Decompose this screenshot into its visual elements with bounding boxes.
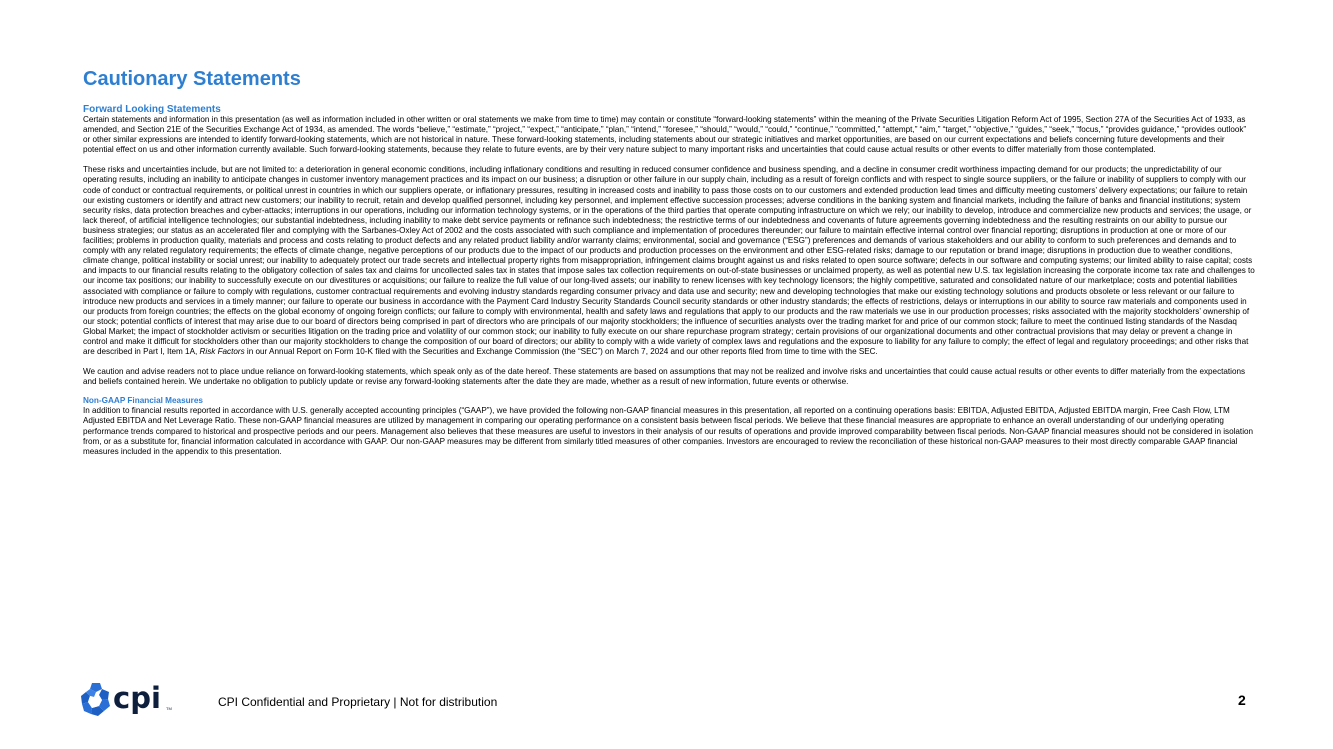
page-title: Cautionary Statements (83, 68, 301, 90)
spacer (83, 387, 1255, 396)
footer-confidential-text: CPI Confidential and Proprietary | Not for distribution (218, 695, 498, 709)
page-number: 2 (1238, 692, 1246, 708)
non-gaap-paragraph: In addition to financial results reported in accordance with U.S. generally accepted accounting principles (“GAAP”), we have provided the following non-GAAP financial measures in this presentation, all reported on a continuing operations basis: EBITDA, Adjusted EBITDA, Adjusted EBITDA margin, Free Cash Flow, LTM Adjusted EBITDA and Net Leverage Ratio. These non-GAAP financial measures are utilized by management in comparing our operating performance on a consistent basis between fiscal periods. We believe that these financial measures are appropriate to enhance an overall understanding of our underlying operating performance trends compared to historical and prospective periods and our peers. Management also believes that these measures are useful to investors in their analysis of our results of operations and provide improved comparability between fiscal periods. Non-GAAP financial measures should not be considered in isolation from, or as a substitute for, financial information calculated in accordance with GAAP. Our non-GAAP measures may be different from similarly titled measures of other companies. Investors are encouraged to review the reconciliation of these historical non-GAAP measures to their most directly comparable GAAP financial measures included in the appendix to this presentation. (83, 406, 1254, 456)
risks-text-after: in our Annual Report on Form 10-K filed with the Securities and Exchange Commission (the “SEC”) on March 7, 2024 and our other reports filed from time to time with the SEC. (244, 347, 878, 357)
risk-factors-italic: Risk Factors (199, 347, 245, 357)
logo-wordmark: cpi (113, 681, 161, 715)
cpi-logo-icon (80, 681, 178, 717)
forward-looking-heading: Forward Looking Statements (83, 104, 221, 115)
non-gaap-heading: Non-GAAP Financial Measures (83, 396, 203, 406)
spacer (83, 357, 1255, 367)
risks-text-before: These risks and uncertainties include, but are not limited to: a deterioration in general economic conditions, including inflationary conditions and resulting in reduced consumer confidence and business spending, and a decline in consumer credit worthiness impacting demand for our products; the unpredictability of our operating results, including an inability to anticipate changes in customer inventory management practices and its impact on our business; a disruption or other failure in our supply chain, including as a result of foreign conflicts and with respect to single source suppliers, or the failure or inability of suppliers to comply with our code of conduct or contractual requirements, or political unrest in countries in which our suppliers operate, or inflationary pressures, resulting in increased costs and inability to pass those costs on to our customers and extended production lead times and difficulty meeting customers’ delivery expectations; our failure to retain our existing customers or identify and attract new customers; our inability to recruit, retain and develop qualified personnel, including key personnel, and implement effective succession processes; adverse conditions in the banking system and financial markets, including the failure of banks and financial institutions; system security risks, data protection breaches and cyber-attacks; interruptions in our operations, including our information technology systems, or in the operations of the third parties that operate computing infrastructure on which we rely; our inability to develop, introduce and commercialize new products and services; the usage, or lack thereof, of artificial intelligence technologies; our substantial indebtedness, including inability to make debt service payments or refinance such indebtedness; the restrictive terms of our indebtedness and covenants of future agreements governing indebtedness and the resulting restraints on our ability to pursue our business strategies; our status as an accelerated filer and complying with the Sarbanes-Oxley Act of 2002 and the costs associated with such compliance and implementation of procedures thereunder; our failure to maintain effective internal control over financial reporting; disruptions in production at one or more of our facilities; problems in production quality, materials and process and costs relating to product defects and any related product liability and/or warranty claims; environmental, social and governance (“ESG”) preferences and demands of various stakeholders and our ability to conform to such preferences and demands and to comply with any related regulatory requirements; the effects of climate change, negative perceptions of our products due to the impact of our products and production processes on the environment and other ESG-related risks; damage to our reputation or brand image; disruptions in production due to weather conditions, climate change, political instability or social unrest; our inability to adequately protect our trade secrets and intellectual property rights from misappropriation, infringement claims brought against us and risks related to open source software; defects in our software and computing systems; our limited ability to raise capital; costs and impacts to our financial results relating to the obligatory collection of sales tax and claims for uncollected sales tax in states that impose sales tax collection requirements on out-of-state businesses or unclaimed property, as well as potential new U.S. tax legislation increasing the corporate income tax rate and challenges to our income tax positions; our inability to successfully execute on our divestitures or acquisitions; our failure to realize the full value of our long-lived assets; our inability to renew licenses with key technology licensors; the highly competitive, saturated and consolidated nature of our marketplace; costs and potential liabilities associated with compliance or failure to comply with regulations, customer contractual requirements and evolving industry standards regarding consumer privacy and data use and security; new and developing technologies that make our existing technology solutions and products obsolete or less relevant or our failure to introduce new products and services in a timely manner; our failure to operate our business in accordance with the Payment Card Industry Security Standards Council security standards or other industry standards; the effects of restrictions, delays or interruptions in our ability to source raw materials and components used in our products from foreign countries; the effects on the global economy of ongoing foreign conflicts; our failure to comply with environmental, health and safety laws and regulations that apply to our products and the raw materials we use in our production processes; risks associated with the majority stockholders’ ownership of our stock; potential conflicts of interest that may arise due to our board of directors being comprised in part of directors who are principals of our majority stockholders; the influence of securities analysts over the trading market for and price of our common stock; failure to meet the continued listing standards of the Nasdaq Global Market; the impact of stockholder activism or securities litigation on the trading price and volatility of our common stock; our inability to fully execute on our share repurchase program strategy; certain provisions of our organizational documents and other contractual provisions that may delay or prevent a change in control and make it difficult for stockholders other than our majority stockholders to change the composition of our board of directors; our ability to comply with a wide variety of complex laws and regulations and the exposure to liability for any failure to comply; the effect of legal and regulatory proceedings; and other risks that are described in Part I, Item 1A, (83, 165, 1255, 357)
spacer (83, 155, 1255, 165)
caution-paragraph: We caution and advise readers not to place undue reliance on forward-looking statements, which speak only as of the date hereof. These statements are based on assumptions that may not be realized and involve risks and uncertainties that could cause actual results or other events to differ materially from the expectations and beliefs contained herein. We undertake no obligation to publicly update or revise any forward-looking statements after the date they are made, whether as a result of new information, future events or otherwise. (83, 367, 1246, 387)
risks-paragraph (83, 165, 1255, 357)
content-body (83, 104, 1255, 457)
forward-looking-paragraph-1: Certain statements and information in this presentation (as well as information included in other written or oral statements we make from time to time) may contain or constitute “forward-looking statements” within the meaning of the Private Securities Litigation Reform Act of 1995, Section 27A of the Securities Act of 1933, as amended, and Section 21E of the Securities Exchange Act of 1934, as amended. The words “believe,” “estimate,” “project,” “expect,” “anticipate,” “plan,” “intend,” “foresee,” “should,” “would,” “could,” “continue,” “committed,” “attempt,” “aim,” “target,” “objective,” “guides,” “seek,” “focus,” “provides guidance,” “provides outlook” or other similar expressions are intended to identify forward-looking statements, which are not historical in nature. These forward-looking statements, including statements about our strategic initiatives and market opportunities, are based on our current expectations and beliefs concerning future developments and their potential effect on us and other information currently available. Such forward-looking statements, because they relate to future events, are by their very nature subject to many important risks and uncertainties that could cause actual results or other events to differ materially from those contemplated. (83, 115, 1247, 155)
logo-trademark: TM (166, 706, 172, 711)
logo-mark-icon (81, 683, 110, 716)
cpi-logo (80, 681, 178, 717)
